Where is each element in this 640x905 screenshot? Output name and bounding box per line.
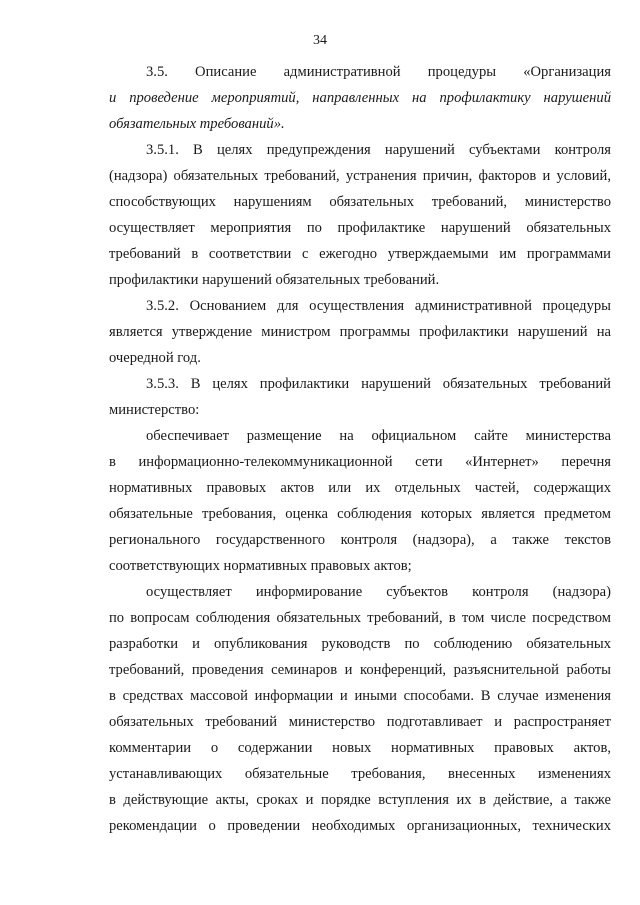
text-line: по вопросам соблюдения обязательных требований, в том числе посредством bbox=[109, 610, 611, 626]
text-line: профилактики нарушений обязательных требований. bbox=[109, 272, 440, 288]
text-line: в информационно-телекоммуникационной сети «Интернет» перечня bbox=[109, 454, 611, 470]
text-line: 3.5.1. В целях предупреждения нарушений субъектами контроля bbox=[146, 142, 611, 158]
text-line: обеспечивает размещение на официальном сайте министерства bbox=[146, 428, 611, 444]
text-line: обязательных требований». bbox=[109, 116, 285, 132]
text-line: нормативных правовых актов или их отдельных частей, содержащих bbox=[109, 480, 611, 496]
text-line: очередной год. bbox=[109, 350, 201, 366]
text-line: соответствующих нормативных правовых актов; bbox=[109, 558, 412, 574]
text-line: обязательных требований министерство подготавливает и распространяет bbox=[109, 714, 611, 730]
text-line: 3.5. Описание административной процедуры «Организация bbox=[146, 64, 611, 80]
page-number: 34 bbox=[313, 33, 327, 48]
text-line: в средствах массовой информации и иными способами. В случае изменения bbox=[109, 688, 611, 704]
text-line: разработки и опубликования руководств по соблюдению обязательных bbox=[109, 636, 611, 652]
text-line: (надзора) обязательных требований, устранения причин, факторов и условий, bbox=[109, 168, 611, 184]
text-line: осуществляет информирование субъектов контроля (надзора) bbox=[146, 584, 611, 600]
text-line: регионального государственного контроля (надзора), а также текстов bbox=[109, 532, 611, 548]
text-line: является утверждение министром программы профилактики нарушений на bbox=[109, 324, 611, 340]
text-line: устанавливающих обязательные требования, внесенных изменениях bbox=[109, 766, 611, 782]
text-line: осуществляет мероприятия по профилактике нарушений обязательных bbox=[109, 220, 611, 236]
text-line: обязательные требования, оценка соблюдения которых является предметом bbox=[109, 506, 611, 522]
text-line: министерство: bbox=[109, 402, 200, 418]
text-line: 3.5.2. Основанием для осуществления административной процедуры bbox=[146, 298, 611, 314]
text-line: требований, проведения семинаров и конференций, разъяснительной работы bbox=[109, 662, 611, 678]
text-line: 3.5.3. В целях профилактики нарушений обязательных требований bbox=[146, 376, 611, 392]
text-line: в действующие акты, сроках и порядке вступления их в действие, а также bbox=[109, 792, 611, 808]
text-line: комментарии о содержании новых нормативных правовых актов, bbox=[109, 740, 611, 756]
text-line: требований в соответствии с ежегодно утверждаемыми им программами bbox=[109, 246, 611, 262]
text-line: способствующих нарушениям обязательных требований, министерство bbox=[109, 194, 611, 210]
text-line: и проведение мероприятий, направленных на профилактику нарушений bbox=[109, 90, 611, 106]
text-line: рекомендации о проведении необходимых организационных, технических bbox=[109, 818, 611, 834]
